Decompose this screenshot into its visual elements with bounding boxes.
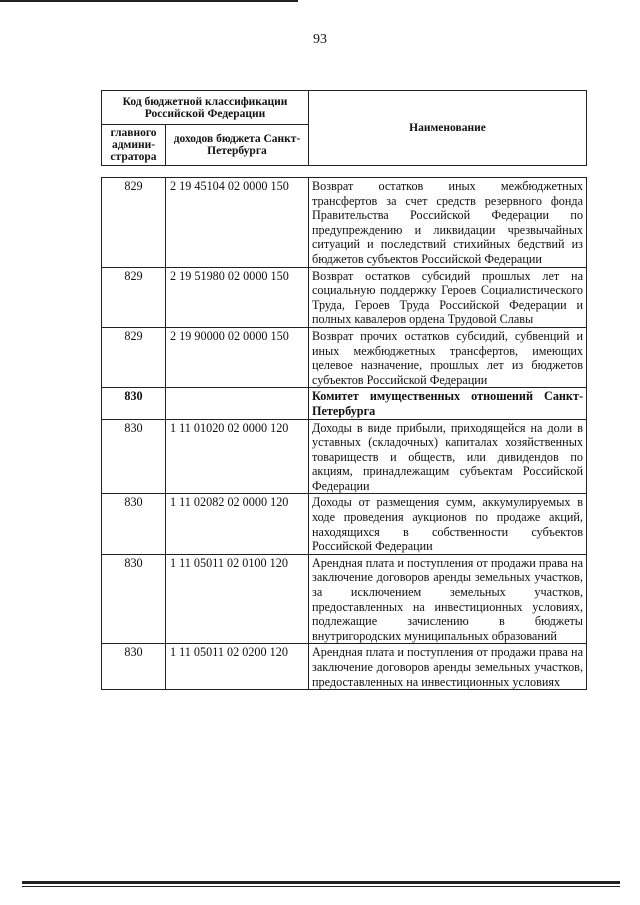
row-revenue-code: 1 11 01020 02 0000 120 — [166, 419, 309, 494]
table-row — [102, 327, 587, 387]
header-admin: главного админи-стратора — [102, 125, 166, 166]
row-revenue-code: 1 11 05011 02 0200 120 — [166, 644, 309, 690]
table-row — [102, 267, 587, 327]
table-row — [102, 644, 587, 690]
table-row — [102, 419, 587, 494]
row-name: Возврат остатков иных межбюджетных трансфертов за счет средств резервного фонда Правительства Российской Федерации по предупреждению и ликвидации чрезвычайных ситуаций и последствий стихийных бедствий из бюджетов субъектов Российской Федерации — [309, 178, 587, 268]
table-row — [102, 178, 587, 268]
header-name: Наименование — [309, 91, 587, 166]
table-row — [102, 494, 587, 554]
row-admin-code: 829 — [102, 327, 166, 387]
table-header — [101, 90, 587, 166]
row-revenue-code: 2 19 51980 02 0000 150 — [166, 267, 309, 327]
row-name: Возврат прочих остатков субсидий, субвенций и иных межбюджетных трансфертов, имеющих целевое назначение, прошлых лет из бюджетов субъектов Российской Федерации — [309, 327, 587, 387]
row-name: Арендная плата и поступления от продажи права на заключение договоров аренды земельных участков, за исключением земельных участков, предоставленных на инвестиционных условиях, подлежащие зачислению в бюджеты внутригородских муниципальных образований — [309, 554, 587, 644]
row-name: Комитет имущественных отношений Санкт-Петербурга — [309, 388, 587, 419]
table-row — [102, 554, 587, 644]
bottom-rule — [22, 881, 620, 884]
row-admin-code: 830 — [102, 419, 166, 494]
header-revenue: доходов бюджета Санкт-Петербурга — [166, 125, 309, 166]
header-code-group: Код бюджетной классификации Российской Федерации — [102, 91, 309, 125]
row-name: Доходы от размещения сумм, аккумулируемых в ходе проведения аукционов по продаже акций, находящихся в собственности субъектов Российской Федерации — [309, 494, 587, 554]
row-admin-code: 830 — [102, 494, 166, 554]
row-admin-code: 830 — [102, 644, 166, 690]
top-edge-rule — [0, 0, 298, 2]
row-admin-code: 829 — [102, 267, 166, 327]
row-admin-code: 830 — [102, 388, 166, 419]
bottom-rule-thin — [22, 886, 620, 887]
row-name: Возврат остатков субсидий прошлых лет на социальную поддержку Героев Социалистического Труда, Героев Труда Российской Федерации и полных кавалеров ордена Трудовой Славы — [309, 267, 587, 327]
row-revenue-code: 1 11 02082 02 0000 120 — [166, 494, 309, 554]
revenue-table — [101, 177, 587, 690]
row-name: Арендная плата и поступления от продажи права на заключение договоров аренды земельных участков, предоставленных на инвестиционных условиях — [309, 644, 587, 690]
row-name: Доходы в виде прибыли, приходящейся на доли в уставных (складочных) капиталах хозяйственных товариществ и обществ, или дивидендов по акциям, принадлежащим субъектам Российской Федерации — [309, 419, 587, 494]
row-admin-code: 829 — [102, 178, 166, 268]
row-revenue-code: 2 19 90000 02 0000 150 — [166, 327, 309, 387]
row-revenue-code: 1 11 05011 02 0100 120 — [166, 554, 309, 644]
header-row-group — [102, 91, 587, 125]
row-revenue-code: 2 19 45104 02 0000 150 — [166, 178, 309, 268]
table-body — [102, 178, 587, 690]
table-row — [102, 388, 587, 419]
row-admin-code: 830 — [102, 554, 166, 644]
row-revenue-code — [166, 388, 309, 419]
page-number: 93 — [313, 32, 327, 47]
